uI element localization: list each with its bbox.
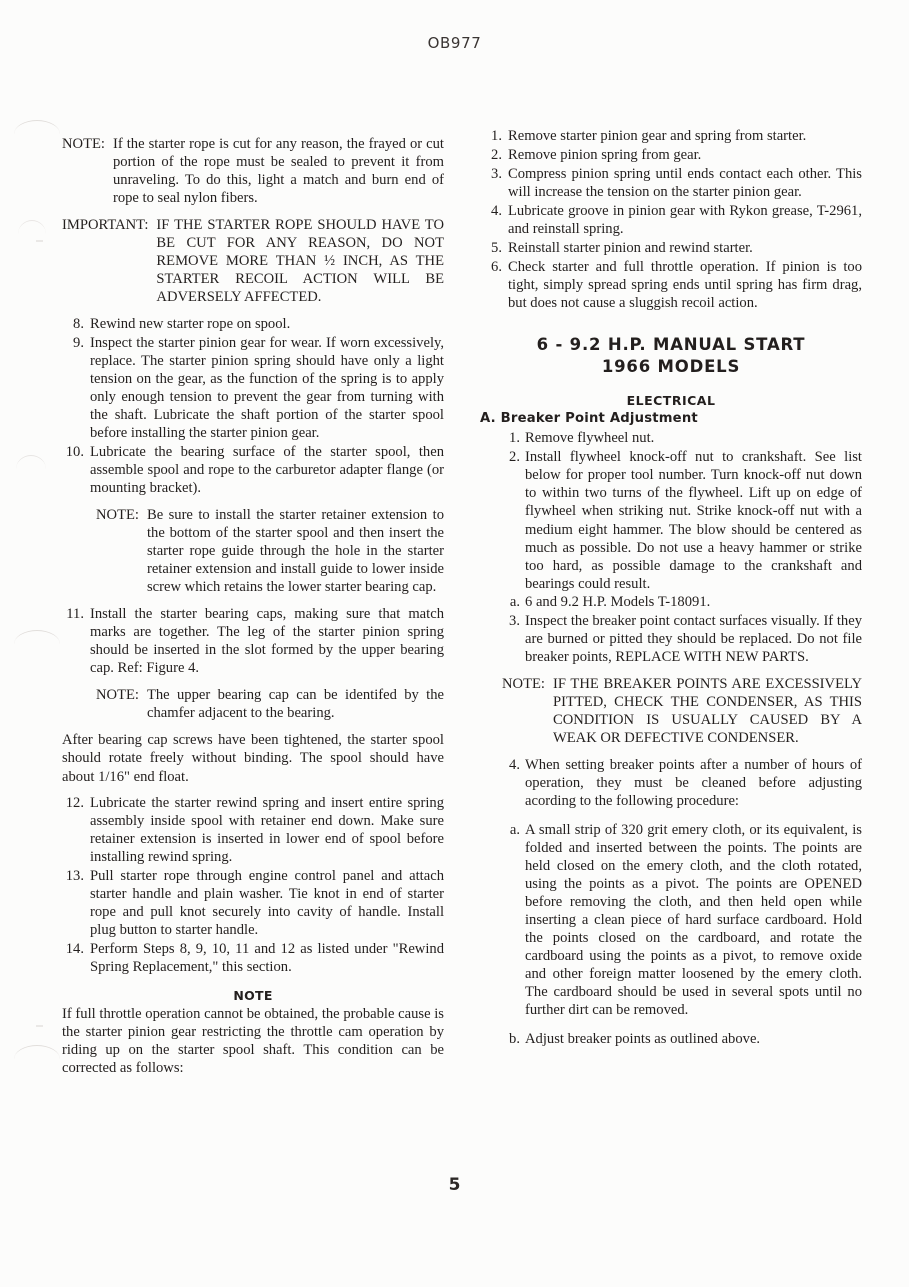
sub-list-item-letter: a. [509, 593, 520, 610]
note-heading: NOTE [233, 987, 273, 1003]
list-item [502, 612, 862, 666]
list-item-number: 5. [491, 240, 502, 257]
list-item-text: Install flywheel knock-off nut to crankshaft. See list below for proper tool number. Turn knock-off nut down to within two turns of the flywheel. Lift up on edge of flywheel when striking nut. Strike knock-off nut with a medium eight hammer. The blow should be centered as much as possible. Do not use a heavy hammer or strike too hard, as possible damage to the crankshaft and bearings could result. [525, 449, 862, 592]
scan-artifact-speck [36, 240, 43, 242]
list-item [480, 239, 862, 257]
list-item-number: 10. [65, 444, 84, 461]
list-item [480, 146, 862, 164]
document-header-code: OB977 [427, 34, 482, 52]
list-item-number: 3. [509, 612, 520, 629]
left-column [62, 126, 444, 1077]
list-item-number: 4. [509, 756, 520, 773]
page-body [62, 126, 862, 1077]
note-text: IF THE BREAKER POINTS ARE EXCESSIVELY PITTED, CHECK THE CONDENSER, AS THIS CONDITION IS USUALLY CAUSED BY A WEAK OR DEFECTIVE CONDENSER. [552, 675, 862, 746]
list-item-number: 11. [66, 606, 84, 623]
note-text: Be sure to install the starter retainer extension to the bottom of the starter spool and then insert the starter rope guide through the hole in the starter retainer extension and install guide to lower inside screw which retains the lower starter bearing cap. [146, 507, 444, 596]
note-label: NOTE: [62, 136, 105, 152]
list-item-text: Inspect the breaker point contact surfaces visually. If they are burned or pitted they should be replaced. Do not file breaker points, REPLACE WITH NEW PARTS. [525, 612, 862, 665]
list-item [502, 756, 862, 810]
sub-list-item-text: Adjust breaker points as outlined above. [525, 1030, 761, 1047]
list-item [62, 315, 444, 333]
list-item [62, 443, 444, 497]
note-text: The upper bearing cap can be identifed by the chamfer adjacent to the bearing. [146, 687, 444, 722]
list-item-number: 13. [65, 867, 84, 884]
list-item-number: 4. [491, 203, 502, 220]
scan-artifact-mark [18, 220, 46, 237]
list-item-text: Reinstall starter pinion and rewind starter. [508, 240, 753, 257]
note-text: If the starter rope is cut for any reason, the frayed or cut portion of the rope must be sealed to prevent it from unraveling. To do this, light a match and burn end of rope to seal nylon fibers. [112, 136, 444, 207]
note-block [96, 506, 444, 596]
list-item-number: 1. [491, 128, 502, 144]
list-item-number: 1. [509, 430, 520, 447]
right-column [480, 126, 862, 1048]
important-text: IF THE STARTER ROPE SHOULD HAVE TO BE CUT FOR ANY REASON, DO NOT REMOVE MORE THAN ½ INCH, AS THE STARTER RECOIL ACTION WILL BE ADVERSELY AFFECTED. [156, 217, 444, 306]
sub-list-item-text: 6 and 9.2 H.P. Models T-18091. [525, 593, 711, 610]
list-item [480, 165, 862, 201]
sub-list-item [502, 1030, 862, 1048]
scan-artifact-mark [16, 455, 46, 472]
list-item-text: Perform Steps 8, 9, 10, 11 and 12 as listed under "Rewind Spring Replacement," this section. [90, 940, 444, 975]
sub-list-item-letter: b. [509, 1030, 520, 1047]
sub-list-item-text: A small strip of 320 grit emery cloth, or its equivalent, is folded and inserted between the points. The points are held closed on the emery cloth, and the cloth rotated, using the points as a pivot. The points are OPENED before removing the cloth, and then held open while inserting a clean piece of hard surface cardboard. Hold the points closed on the cardboard, and rotate the cardboard using the points as a pivot, to remove oxide and other foreign matter loosened by the emery cloth. The cardboard should be used in several spots until no further dirt can be removed. [525, 821, 862, 1018]
list-item-number: 6. [491, 259, 502, 276]
scan-artifact-mark [14, 1045, 60, 1062]
list-item-text: Check starter and full throttle operation. If pinion is too tight, simply spread spring ends until spring has firm drag, but does not cause a sluggish recoil action. [508, 259, 862, 312]
note-block [96, 686, 444, 722]
page-number: 5 [448, 1175, 461, 1195]
note-block [62, 135, 444, 207]
sub-list-item-letter: a. [509, 821, 520, 838]
note-block [502, 675, 862, 747]
list-item-number: 14. [65, 940, 84, 957]
list-item-text: Remove flywheel nut. [525, 430, 655, 447]
section-title-line-1: 6 - 9.2 H.P. MANUAL START [536, 335, 806, 355]
note-body-text: If full throttle operation cannot be obtained, the probable cause is the starter pinion gear restricting the throttle cam operation by riding up on the starter spool shaft. This condition can be corrected as follows: [62, 1006, 444, 1077]
scan-artifact-mark [14, 120, 60, 137]
scan-artifact-mark [14, 630, 60, 647]
note-label: NOTE: [502, 675, 545, 692]
note-label: NOTE: [96, 507, 139, 524]
list-item [62, 334, 444, 442]
list-item-text: Remove pinion spring from gear. [508, 147, 702, 164]
lettered-subsection-heading: A. Breaker Point Adjustment [480, 411, 698, 427]
procedure-list [502, 429, 862, 1048]
important-block [62, 216, 444, 306]
list-item [62, 794, 444, 866]
list-item-number: 2. [509, 449, 520, 466]
list-item-text: Pull starter rope through engine control panel and attach starter handle and plain washer. Tie knot in end of starter rope and pull knot securely into cavity of handle. Install plug button to starter handle. [90, 867, 444, 938]
list-item-number: 9. [73, 335, 84, 352]
list-item-text: When setting breaker points after a number of hours of operation, they must be cleaned before adjusting acording to the following procedure: [525, 756, 862, 809]
list-item-text: Remove starter pinion gear and spring from starter. [508, 128, 807, 144]
list-item-text: Compress pinion spring until ends contact each other. This will increase the tension on the starter pinion gear. [508, 166, 862, 201]
list-item-text: Lubricate the starter rewind spring and insert entire spring assembly inside spool with retainer end down. Make sure retainer extension is inserted in lower end of spool before installing rewind spring. [90, 794, 444, 865]
list-item [502, 429, 862, 447]
scan-artifact-speck [36, 1025, 43, 1027]
note-label: NOTE: [96, 687, 139, 704]
list-item-text: Lubricate groove in pinion gear with Rykon grease, T-2961, and reinstall spring. [508, 203, 862, 238]
sub-list-item [502, 821, 862, 1019]
important-label: IMPORTANT: [62, 217, 149, 234]
section-title [480, 334, 862, 379]
list-item [502, 448, 862, 592]
list-item-number: 8. [73, 316, 84, 333]
list-item-number: 2. [491, 147, 502, 164]
list-item [62, 605, 444, 677]
list-item [480, 202, 862, 238]
section-title-line-2: 1966 MODELS [601, 357, 741, 377]
list-item [480, 258, 862, 312]
list-item [480, 127, 862, 145]
list-item-text: Lubricate the bearing surface of the starter spool, then assemble spool and rope to the carburetor adapter flange (or mounting bracket). [90, 444, 444, 497]
subsection-title: ELECTRICAL [626, 392, 716, 408]
list-item-text: Inspect the starter pinion gear for wear. If worn excessively, replace. The starter pinion spring should have only a light tension on the gear, as the function of the spring is to apply only enough tension to prevent the gear from turning with the shaft. Lubricate the shaft portion of the starter spool before installing the starter pinion gear. [90, 335, 444, 442]
list-item-text: Install the starter bearing caps, making sure that match marks are together. The leg of the starter pinion spring should be inserted in the slot formed by the upper bearing cap. Ref: Figure 4. [90, 606, 444, 677]
list-item-text: Rewind new starter rope on spool. [90, 316, 291, 333]
list-item-number: 12. [65, 794, 84, 811]
list-item [62, 867, 444, 939]
paragraph-after-note: After bearing cap screws have been tightened, the starter spool should rotate freely without binding. The spool should have about 1/16" end float. [62, 732, 444, 785]
list-item-number: 3. [491, 166, 502, 183]
sub-list-item [502, 593, 862, 611]
list-item [62, 940, 444, 976]
